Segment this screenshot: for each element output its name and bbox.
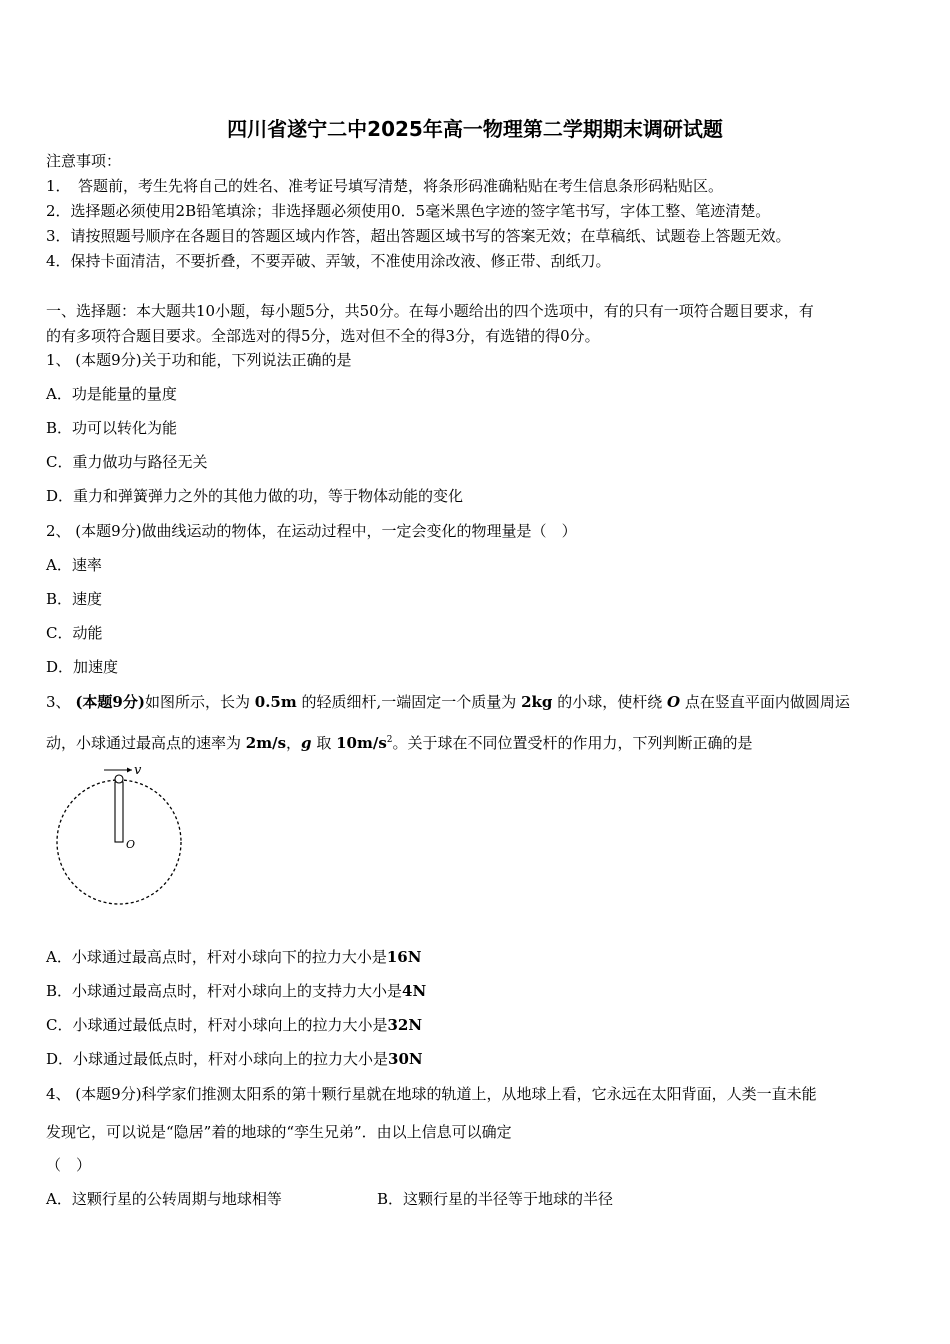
question-4-stem-line2: 发现它，可以说是“隐居”着的地球的“孪生兄弟”．由以上信息可以确定 <box>46 1123 512 1141</box>
q3-mass: 2kg <box>521 693 553 711</box>
option-text: B．小球通过最高点时，杆对小球向上的支持力大小是 <box>46 982 403 1000</box>
q2-option-d[interactable]: D．加速度 <box>46 658 119 676</box>
q1-option-c[interactable]: C．重力做功与路径无关 <box>46 453 208 471</box>
notice-item: 3．请按照题号顺序在各题目的答题区域内作答，超出答题区域书写的答案无效；在草稿纸、试题卷上答题无效。 <box>46 227 791 245</box>
notice-item: 4．保持卡面清洁，不要折叠，不要弄破、弄皱，不准使用涂改液、修正带、刮纸刀。 <box>46 252 611 270</box>
section-intro: 的有多项符合题目要求。全部选对的得5分，选对但不全的得3分，有选错的得0分。 <box>46 327 600 345</box>
q1-option-a[interactable]: A．功是能量的量度 <box>46 385 177 403</box>
q3-text: 如图所示，长为 <box>144 693 250 711</box>
q4-option-a[interactable]: A．这颗行星的公转周期与地球相等 <box>46 1190 282 1208</box>
q3-text: 点在竖直平面内做圆周运 <box>684 693 850 711</box>
q3-number: 3、 <box>46 693 71 711</box>
answer-parentheses: （ ） <box>46 1156 92 1174</box>
option-value: 32N <box>387 1016 423 1034</box>
q1-option-b[interactable]: B．功可以转化为能 <box>46 419 178 437</box>
page-title: 四川省遂宁二中2025年高一物理第二学期期末调研试题 <box>227 117 723 141</box>
option-text: D．小球通过最低点时，杆对小球向上的拉力大小是 <box>46 1050 389 1068</box>
q3-option-c[interactable] <box>46 1015 906 1035</box>
q3-accel: 10m/s <box>336 734 387 752</box>
section-intro: 一、选择题：本大题共10小题，每小题5分，共50分。在每小题给出的四个选项中，有的只有一项符合题目要求，有 <box>46 302 814 320</box>
q3-text: ， <box>286 734 302 752</box>
question-2-stem: 2、 (本题9分)做曲线运动的物体，在运动过程中，一定会变化的物理量是（ ） <box>46 522 577 540</box>
q1-option-d[interactable]: D．重力和弹簧弹力之外的其他力做的功，等于物体动能的变化 <box>46 487 464 505</box>
q3-text: 。关于球在不同位置受杆的作用力，下列判断正确的是 <box>392 734 753 752</box>
question-1-stem: 1、 (本题9分)关于功和能，下列说法正确的是 <box>46 351 352 369</box>
ball <box>115 775 123 783</box>
option-text: C．小球通过最低点时，杆对小球向上的拉力大小是 <box>46 1016 388 1034</box>
q3-g: g <box>301 734 312 752</box>
q3-text: 的小球，使杆绕 <box>557 693 663 711</box>
q4-options-row <box>46 1189 906 1209</box>
q3-option-a[interactable] <box>46 947 906 967</box>
option-value: 30N <box>388 1050 423 1068</box>
notice-heading: 注意事项： <box>46 152 122 170</box>
option-value: 16N <box>386 948 422 966</box>
question-3-stem-line2 <box>46 730 906 753</box>
velocity-arrowhead <box>127 768 132 773</box>
notice-item: 2．选择题必须使用2B铅笔填涂；非选择题必须使用0．5毫米黑色字迹的签字笔书写，字体工整、笔迹清楚。 <box>46 202 771 220</box>
option-value: 4N <box>402 982 427 1000</box>
question-4-stem-line1: 4、 (本题9分)科学家们推测太阳系的第十颗行星就在地球的轨道上，从地球上看，它永远在太阳背面，人类一直未能 <box>46 1085 817 1103</box>
velocity-label: v <box>134 763 142 778</box>
q3-speed: 2m/s <box>245 734 287 752</box>
q3-text: 取 <box>311 734 337 752</box>
q2-option-c[interactable]: C．动能 <box>46 624 103 642</box>
q3-accel-exp: 2 <box>386 735 393 745</box>
q2-option-a[interactable]: A．速率 <box>46 556 102 574</box>
q4-option-b[interactable]: B．这颗行星的半径等于地球的半径 <box>377 1190 614 1208</box>
circular-motion-figure <box>54 762 186 908</box>
q3-text: 动，小球通过最高点的速率为 <box>46 734 242 752</box>
pivot-label: O <box>126 838 136 851</box>
q2-option-b[interactable]: B．速度 <box>46 590 103 608</box>
notice-item: 1． 答题前，考生先将自己的姓名、准考证号填写清楚，将条形码准确粘贴在考生信息条形码粘贴区。 <box>46 177 724 195</box>
rod <box>115 782 123 842</box>
q3-option-b[interactable] <box>46 981 906 1001</box>
q3-length: 0.5m <box>254 693 297 711</box>
question-3-stem-line1 <box>46 692 906 712</box>
q3-tag: (本题9分) <box>75 693 145 711</box>
q3-point: O <box>666 693 681 711</box>
q3-option-d[interactable] <box>46 1049 906 1069</box>
q3-text: 的轻质细杆,一端固定一个质量为 <box>301 693 517 711</box>
option-text: A．小球通过最高点时，杆对小球向下的拉力大小是 <box>46 948 387 966</box>
